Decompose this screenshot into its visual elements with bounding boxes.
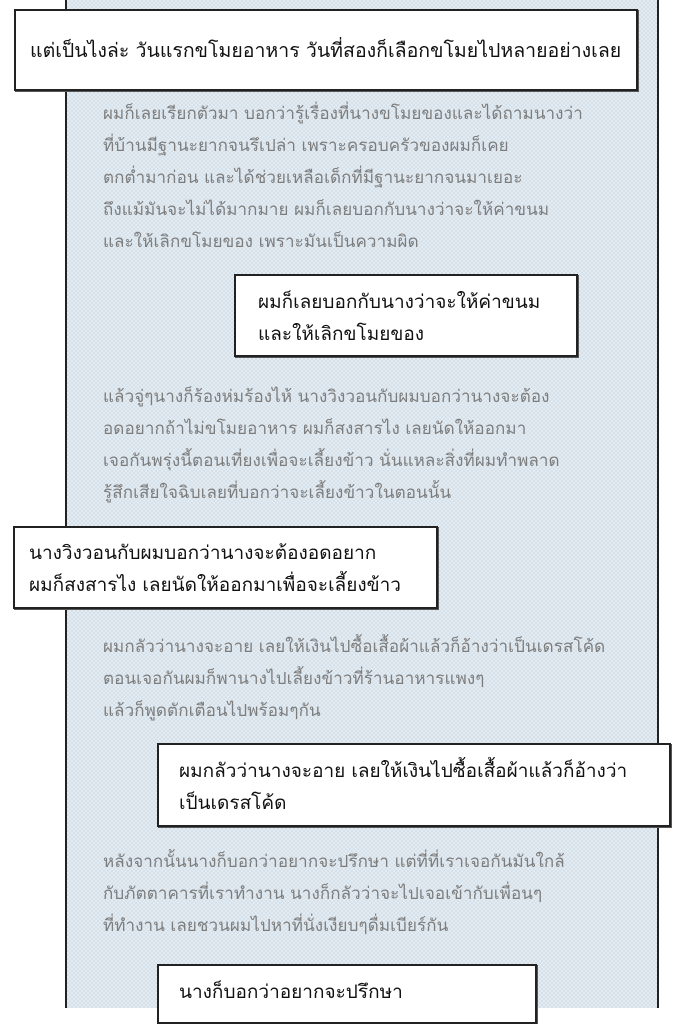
narration-block-1: [103, 98, 663, 258]
speech-box-line: เป็นเดรสโค้ด: [179, 792, 287, 814]
speech-box-line: ผมก็เลยบอกกับนางว่าจะให้ค่าขนม: [258, 291, 541, 313]
narration-line: ที่ทำงาน เลยชวนผมไปหาที่นั่งเงียบๆดื่มเบียร์กัน: [103, 916, 449, 936]
speech-box-line: นางวิงวอนกับผมบอกว่านางจะต้องอดอยาก: [29, 542, 377, 564]
speech-box-line: แต่เป็นไงล่ะ วันแรกขโมยอาหาร วันที่สองก็เลือกขโมยไปหลายอย่างเลย: [30, 39, 622, 62]
speech-box-3: [13, 526, 438, 609]
speech-box-line: และให้เลิกขโมยของ: [258, 323, 425, 345]
narration-line: ผมกลัวว่านางจะอาย เลยให้เงินไปซื้อเสื้อผ้าแล้วก็อ้างว่าเป็นเดรสโค้ด: [103, 637, 606, 657]
speech-box-line: ผมก็สงสารไง เลยนัดให้ออกมาเพื่อจะเลี้ยงข้าว: [29, 574, 401, 596]
speech-box-4: [157, 743, 671, 827]
narration-line: กับภัตตาคารที่เราทำงาน นางก็กลัวว่าจะไปเจอเข้ากับเพื่อนๆ: [103, 884, 543, 904]
narration-line: ที่บ้านมีฐานะยากจนรึเปล่า เพราะครอบครัวของผมก็เคย: [103, 136, 509, 156]
narration-line: แล้วก็พูดตักเตือนไปพร้อมๆกัน: [103, 701, 321, 721]
narration-line: ตกต่ำมาก่อน และได้ช่วยเหลือเด็กที่มีฐานะยากจนมาเยอะ: [103, 168, 523, 188]
narration-block-4: [103, 846, 663, 942]
narration-line: เจอกันพรุ่งนี้ตอนเที่ยงเพื่อจะเลี้ยงข้าว นั่นแหละสิ่งที่ผมทำพลาด: [103, 451, 560, 471]
narration-line: ตอนเจอกันผมก็พานางไปเลี้ยงข้าวที่ร้านอาหารแพงๆ: [103, 669, 485, 689]
narration-block-3: [103, 631, 663, 727]
narration-block-2: [103, 381, 663, 509]
narration-line: รู้สึกเสียใจฉิบเลยที่บอกว่าจะเลี้ยงข้าวในตอนนั้น: [103, 483, 452, 503]
speech-box-line: ผมกลัวว่านางจะอาย เลยให้เงินไปซื้อเสื้อผ้าแล้วก็อ้างว่า: [179, 760, 628, 782]
narration-line: แล้วจู่ๆนางก็ร้องห่มร้องไห้ นางวิงวอนกับผมบอกว่านางจะต้อง: [103, 387, 550, 407]
narration-line: และให้เลิกขโมยของ เพราะมันเป็นความผิด: [103, 232, 419, 252]
speech-box-1: [14, 9, 638, 91]
speech-box-5: [157, 964, 537, 1024]
narration-line: หลังจากนั้นนางก็บอกว่าอยากจะปรึกษา แต่ที่ที่เราเจอกันมันใกล้: [103, 852, 565, 872]
speech-box-2: [234, 274, 578, 357]
speech-box-line: นางก็บอกว่าอยากจะปรึกษา: [179, 981, 403, 1003]
narration-line: ผมก็เลยเรียกตัวมา บอกว่ารู้เรื่องที่นางขโมยของและได้ถามนางว่า: [103, 104, 583, 124]
narration-line: ถึงแม้มันจะไม่ได้มากมาย ผมก็เลยบอกกับนางว่าจะให้ค่าขนม: [103, 200, 550, 220]
narration-line: อดอยากถ้าไม่ขโมยอาหาร ผมก็สงสารไง เลยนัดให้ออกมา: [103, 419, 527, 439]
